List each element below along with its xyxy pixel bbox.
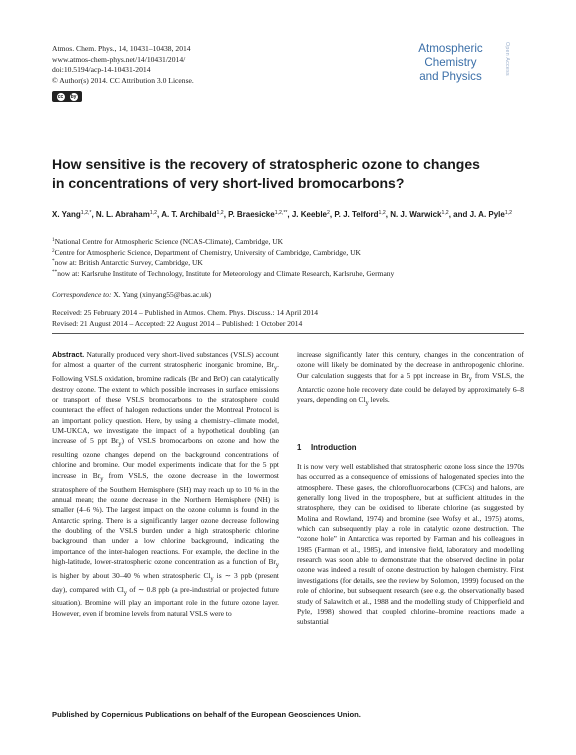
journal-url[interactable]: www.atmos-chem-phys.net/14/10431/2014/ (52, 54, 186, 64)
date-line: Received: 25 February 2014 – Published in Atmos. Chem. Phys. Discuss.: 14 April 2014 (52, 308, 319, 317)
affiliation: $^2$Centre for Atmospheric Science, Department of Chemistry, University of Cambridge, Cambridge, UK (52, 247, 361, 257)
section-heading: 1 Introduction (297, 442, 357, 452)
cc-icon: cc (57, 93, 64, 100)
journal-logo (398, 42, 503, 85)
journal-citation: Atmos. Chem. Phys., 14, 10431–10438, 2014 (52, 44, 191, 53)
correspondence-email[interactable]: X. Yang (xinyang55@bas.ac.uk) (113, 290, 212, 299)
author: A. T. Archibald$^{1,2}$ (161, 210, 224, 219)
author: N. L. Abraham$^{1,2}$ (95, 210, 158, 219)
abstract: Abstract. Naturally produced very short-lived substances (VSLS) account for almost a quarter of the current stratospheric inorganic bromine, $Br_y$. Following VSLS oxidation, bromine radicals (Br and BrO) can catalytically destroy ozone. The extent to which possible increases in surface emissions or transport of these VSLS bromocarbons to the stratosphere could counteract the effect of halogen reductions under the Montreal Protocol is an important policy question. Here, by using a chemistry–climate model, UM-UKCA, we investigate the impact of a hypothetical doubling (an increase of 5 ppt $Br_y$) of VSLS bromocarbons on ozone and how the resulting ozone changes depend on the background concentrations of chlorine and bromine. Our model experiments indicate that for the 5 ppt increase in $Br_y$ from VSLS, the ozone decrease in the lowermost stratosphere of the Southern Hemisphere (SH) may reach up to 10 % in the annual mean; the ozone decrease in the Northern Hemisphere (NH) is smaller (4–6 %). The largest impact on the ozone column is found in the Antarctic spring. There is a significantly larger ozone decrease following the doubling of the VSLS burden under a high stratospheric chlorine background than under a low chlorine background, indicating the importance of the inter-halogen reactions. For example, the decline in the high-latitude, lower-stratospheric ozone concentration as a function of $Br_y$ is higher by about 30–40 % when stratospheric $Cl_y$ is ∼ 3 ppb (present day), compared with $Cl_y$ of ∼ 0.8 ppb (a pre-industrial or projected future situation). Bromine will play an important role in the future ozone layer. However, even if bromine levels from natural VSLS were to (52, 350, 280, 618)
affiliation: $^1$National Centre for Atmospheric Science (NCAS-Climate), Cambridge, UK (52, 237, 284, 246)
paper-title (52, 155, 532, 192)
date-line: Revised: 21 August 2014 – Accepted: 22 August 2014 – Published: 1 October 2014 (52, 319, 303, 328)
intro-paragraph: It is now very well established that stratospheric ozone loss since the 1970s has occurred as a consequence of emissions of halogenated species into the atmosphere. These gases, the chlorofluorocarbons (CFCs) and halons, are generally long lived in the troposphere, but at sufficient altitudes in the stratosphere, they can be oxidised to liberate chlorine (as suggested by Molina and Rowland, 1974) and bromine (see Wofsy et al., 1975) atoms, which can subsequently play a role in catalytic ozone destruction. The “ozone hole” in Antarctica was reported by Farman and his colleagues in 1985 (Farman et al., 1985), and intensive field, laboratory and modelling research was soon able to demonstrate that the observed decline in polar ozone was indeed a result of ozone destruction by halogen chemistry. First investigations (for details, see the review by Solomon, 1999) focused on the role of chlorine, but subsequent research (see e.g. the observationally based study of Salawitch et al., 1988 and the modelling study of Chipperfield and Pyle, 1998) showed that coupled chlorine–bromine reactions made a substantial (297, 462, 524, 627)
logo-line: Chemistry (424, 56, 477, 70)
abstract-label: Abstract. (52, 350, 85, 359)
correspondence-label: Correspondence to: (52, 290, 112, 299)
open-access-label: Open Access (504, 42, 510, 76)
affiliation: **now at: Karlsruhe Institute of Technology, Institute for Meteorology and Climate Research, Karlsruhe, Germany (52, 268, 395, 278)
author: X. Yang$^{1,2,*}$ (52, 210, 92, 219)
by-icon: by (70, 93, 77, 100)
journal-info (52, 44, 194, 86)
left-column (52, 350, 279, 619)
affiliation: *now at: British Antarctic Survey, Cambridge, UK (52, 258, 203, 267)
affiliations (52, 237, 532, 279)
title-line: in concentrations of very short-lived bromocarbons? (52, 174, 405, 191)
publication-dates (52, 307, 318, 329)
author: N. J. Warwick$^{1,2}$ (390, 210, 449, 219)
abstract-continued: increase significantly later this century, changes in the concentration of ozone will likely be dominated by the decrease in anthropogenic chlorine. Our calculation suggests that for a 5 ppt increase in $Br_y$ from VSLS, the Antarctic ozone hole recovery date could be delayed by approximately 6–8 years, depending on $Cl_y$ levels. (297, 350, 524, 407)
journal-copyright: © Author(s) 2014. CC Attribution 3.0 License. (52, 75, 194, 85)
abstract-tail: of ∼ 0.8 ppb (a pre-industrial or projected future situation). Bromine will play an important role in the future ozone layer. However, even if bromine levels from natural VSLS were to (52, 584, 279, 618)
author: J. Keeble$^2$ (291, 210, 330, 219)
logo-line: and Physics (419, 70, 482, 84)
title-line: How sensitive is the recovery of stratospheric ozone to changes (52, 156, 480, 172)
header-divider (52, 333, 524, 334)
correspondence (52, 290, 211, 299)
abstract-tail-continued: increase significantly later this century, changes in the concentration of ozone will likely be dominated by the decrease in anthropogenic chlorine. Our calculation suggests that for a 5 ppt increase in Br (297, 350, 524, 380)
author: J. A. Pyle$^{1,2}$ (469, 210, 513, 219)
journal-doi[interactable]: doi:10.5194/acp-14-10431-2014 (52, 65, 151, 75)
author-list: X. Yang$^{1,2,*}$, N. L. Abraham$^{1,2}$, A. T. Archibald$^{1,2}$, P. Braesicke$^{1,2,**}$, J. Keeble$^2$, P. J. Telford$^{1,2}$, N. J. Warwick$^{1,2}$, and J. A. Pyle$^{1,2}$ (52, 210, 513, 219)
author: P. Braesicke$^{1,2,**}$ (228, 210, 288, 219)
publisher-footer: Published by Copernicus Publications on behalf of the European Geosciences Union. (52, 710, 361, 719)
cc-license-badge (52, 91, 82, 102)
open-access-icon (504, 42, 514, 92)
right-column (297, 350, 524, 628)
logo-line: Atmospheric (418, 42, 483, 55)
author: P. J. Telford$^{1,2}$ (334, 210, 386, 219)
